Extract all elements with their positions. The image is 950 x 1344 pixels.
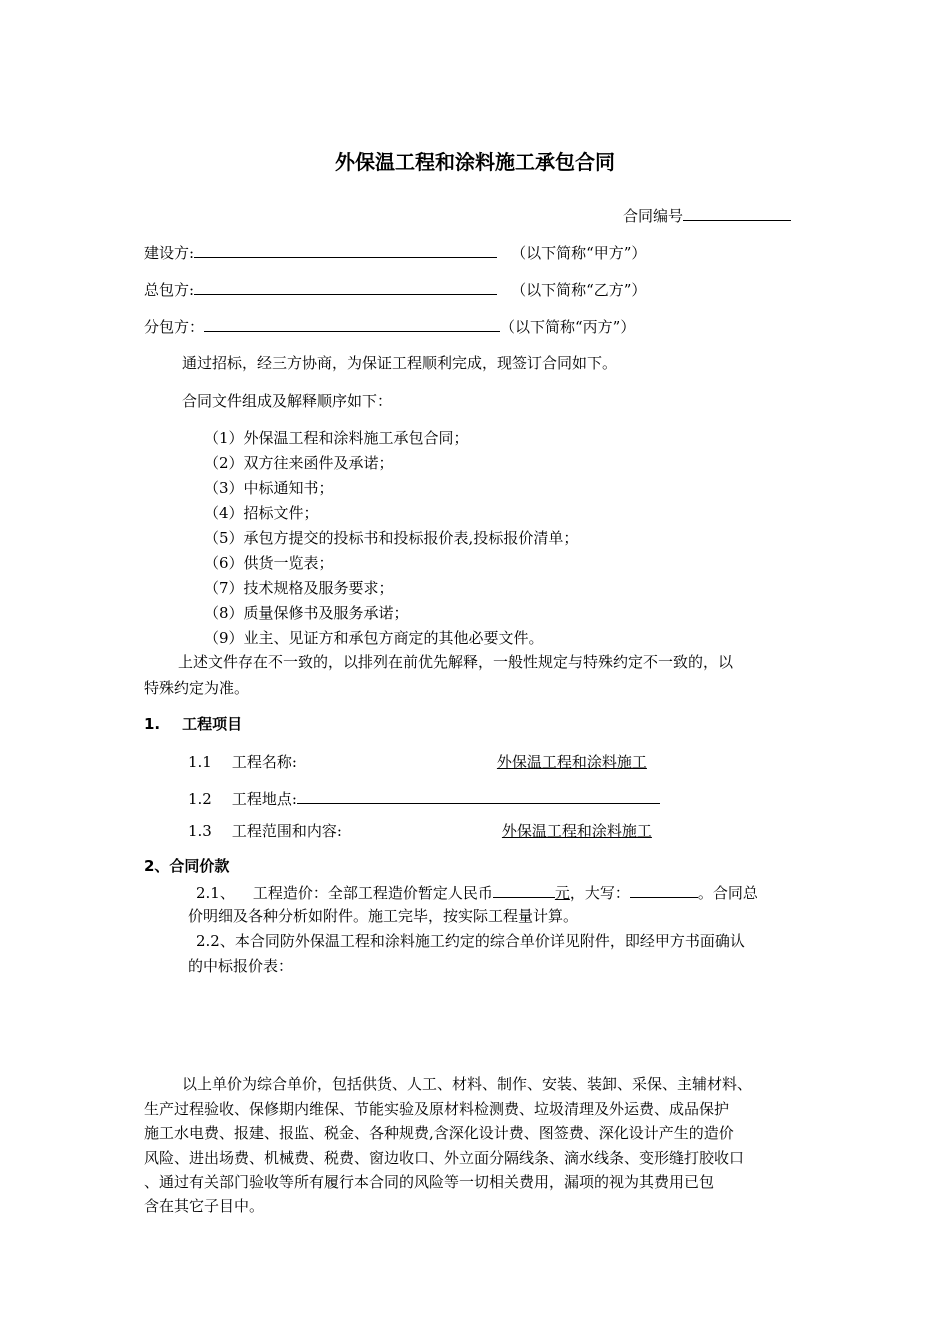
section-number: 1. (144, 715, 161, 733)
documents-list-item: （4）招标文件； (204, 504, 319, 522)
amount-words-blank[interactable] (630, 881, 698, 898)
section-1-heading (144, 714, 242, 734)
party-note: （以下简称“乙方”） (511, 281, 647, 299)
clause-2-2-continuation: 的中标报价表： (188, 957, 294, 975)
party-name-blank[interactable] (194, 278, 497, 295)
field-label: 工程名称: (231, 753, 297, 771)
party-row-b (144, 278, 646, 300)
price-paragraph-line: 生产过程验收、保修期内维保、节能实验及原材料检测费、垃圾清理及外运费、成品保护 (144, 1100, 730, 1118)
contract-number-label: 合同编号 (623, 207, 684, 225)
precedence-line: 上述文件存在不一致的，以排列在前优先解释，一般性规定与特殊约定不一致的，以 (178, 653, 734, 671)
price-paragraph-line: 以上单价为综合单价，包括供货、人工、材料、制作、安装、装卸、采保、主辅材料、 (182, 1075, 753, 1093)
document-title: 外保温工程和涂料施工承包合同 (335, 150, 615, 174)
party-row-a (144, 241, 646, 263)
clause-2-2-line: 2.2、本合同防外保温工程和涂料施工约定的综合单价详见附件，即经甲方书面确认 (196, 932, 745, 950)
field-label: 工程范围和内容: (231, 822, 342, 840)
party-note: （以下简称“丙方”） (500, 318, 636, 336)
precedence-line: 特殊约定为准。 (144, 679, 250, 697)
documents-list-item: （1）外保温工程和涂料施工承包合同； (204, 429, 469, 447)
documents-list-item: （8）质量保修书及服务承诺； (204, 604, 409, 622)
clause-number: 1.1 (188, 753, 212, 771)
project-name-row (188, 752, 647, 772)
project-location-row (188, 787, 660, 809)
clause-2-1-continuation: 价明细及各种分析如附件。施工完毕，按实际工程量计算。 (188, 907, 579, 925)
documents-list-item: （5）承包方提交的投标书和投标报价表,投标报价清单； (204, 529, 579, 547)
party-name-blank[interactable] (204, 315, 500, 332)
project-scope-row (188, 821, 652, 841)
project-location-blank[interactable] (297, 787, 660, 804)
section-2-heading: 2、合同价款 (144, 857, 230, 875)
clause-number: 1.2 (188, 790, 212, 808)
price-paragraph-line: 施工水电费、报建、报监、税金、各种规费,含深化设计费、图签费、深化设计产生的造价 (144, 1124, 734, 1142)
section-title: 工程项目 (182, 715, 243, 733)
documents-list-item: （9）业主、见证方和承包方商定的其他必要文件。 (204, 629, 544, 647)
party-label: 总包方: (144, 281, 195, 299)
clause-number: 2.1、 (196, 884, 235, 902)
project-scope-value[interactable]: 外保温工程和涂料施工 (501, 822, 652, 840)
party-name-blank[interactable] (194, 241, 497, 258)
documents-heading: 合同文件组成及解释顺序如下： (182, 392, 393, 410)
contract-number-row (623, 204, 791, 226)
clause-2-1-line: 2.1、 工程造价：全部工程造价暂定人民币 元，大写： 。合同总 (196, 881, 758, 903)
project-name-value[interactable]: 外保温工程和涂料施工 (496, 753, 647, 771)
documents-list-item: （2）双方往来函件及承诺； (204, 454, 394, 472)
clause-number: 1.3 (188, 822, 212, 840)
party-label: 建设方: (144, 244, 195, 262)
intro-paragraph: 通过招标，经三方协商，为保证工程顺利完成，现签订合同如下。 (182, 354, 618, 372)
party-note: （以下简称“甲方”） (511, 244, 647, 262)
contract-number-blank[interactable] (683, 204, 791, 221)
currency-unit: 元 (554, 884, 570, 902)
documents-list-item: （3）中标通知书； (204, 479, 334, 497)
party-label: 分包方： (144, 318, 205, 336)
price-paragraph-line: 风险、进出场费、机械费、税费、窗边收口、外立面分隔线条、滴水线条、变形缝打胶收口 (144, 1149, 745, 1167)
price-paragraph-line: 含在其它子目中。 (144, 1197, 265, 1215)
documents-list-item: （7）技术规格及服务要求； (204, 579, 394, 597)
party-row-c (144, 315, 635, 337)
amount-blank[interactable] (493, 881, 555, 898)
price-paragraph-line: 、通过有关部门验收等所有履行本合同的风险等一切相关费用，漏项的视为其费用已包 (144, 1173, 715, 1191)
documents-list-item: （6）供货一览表； (204, 554, 334, 572)
field-label: 工程地点: (231, 790, 297, 808)
